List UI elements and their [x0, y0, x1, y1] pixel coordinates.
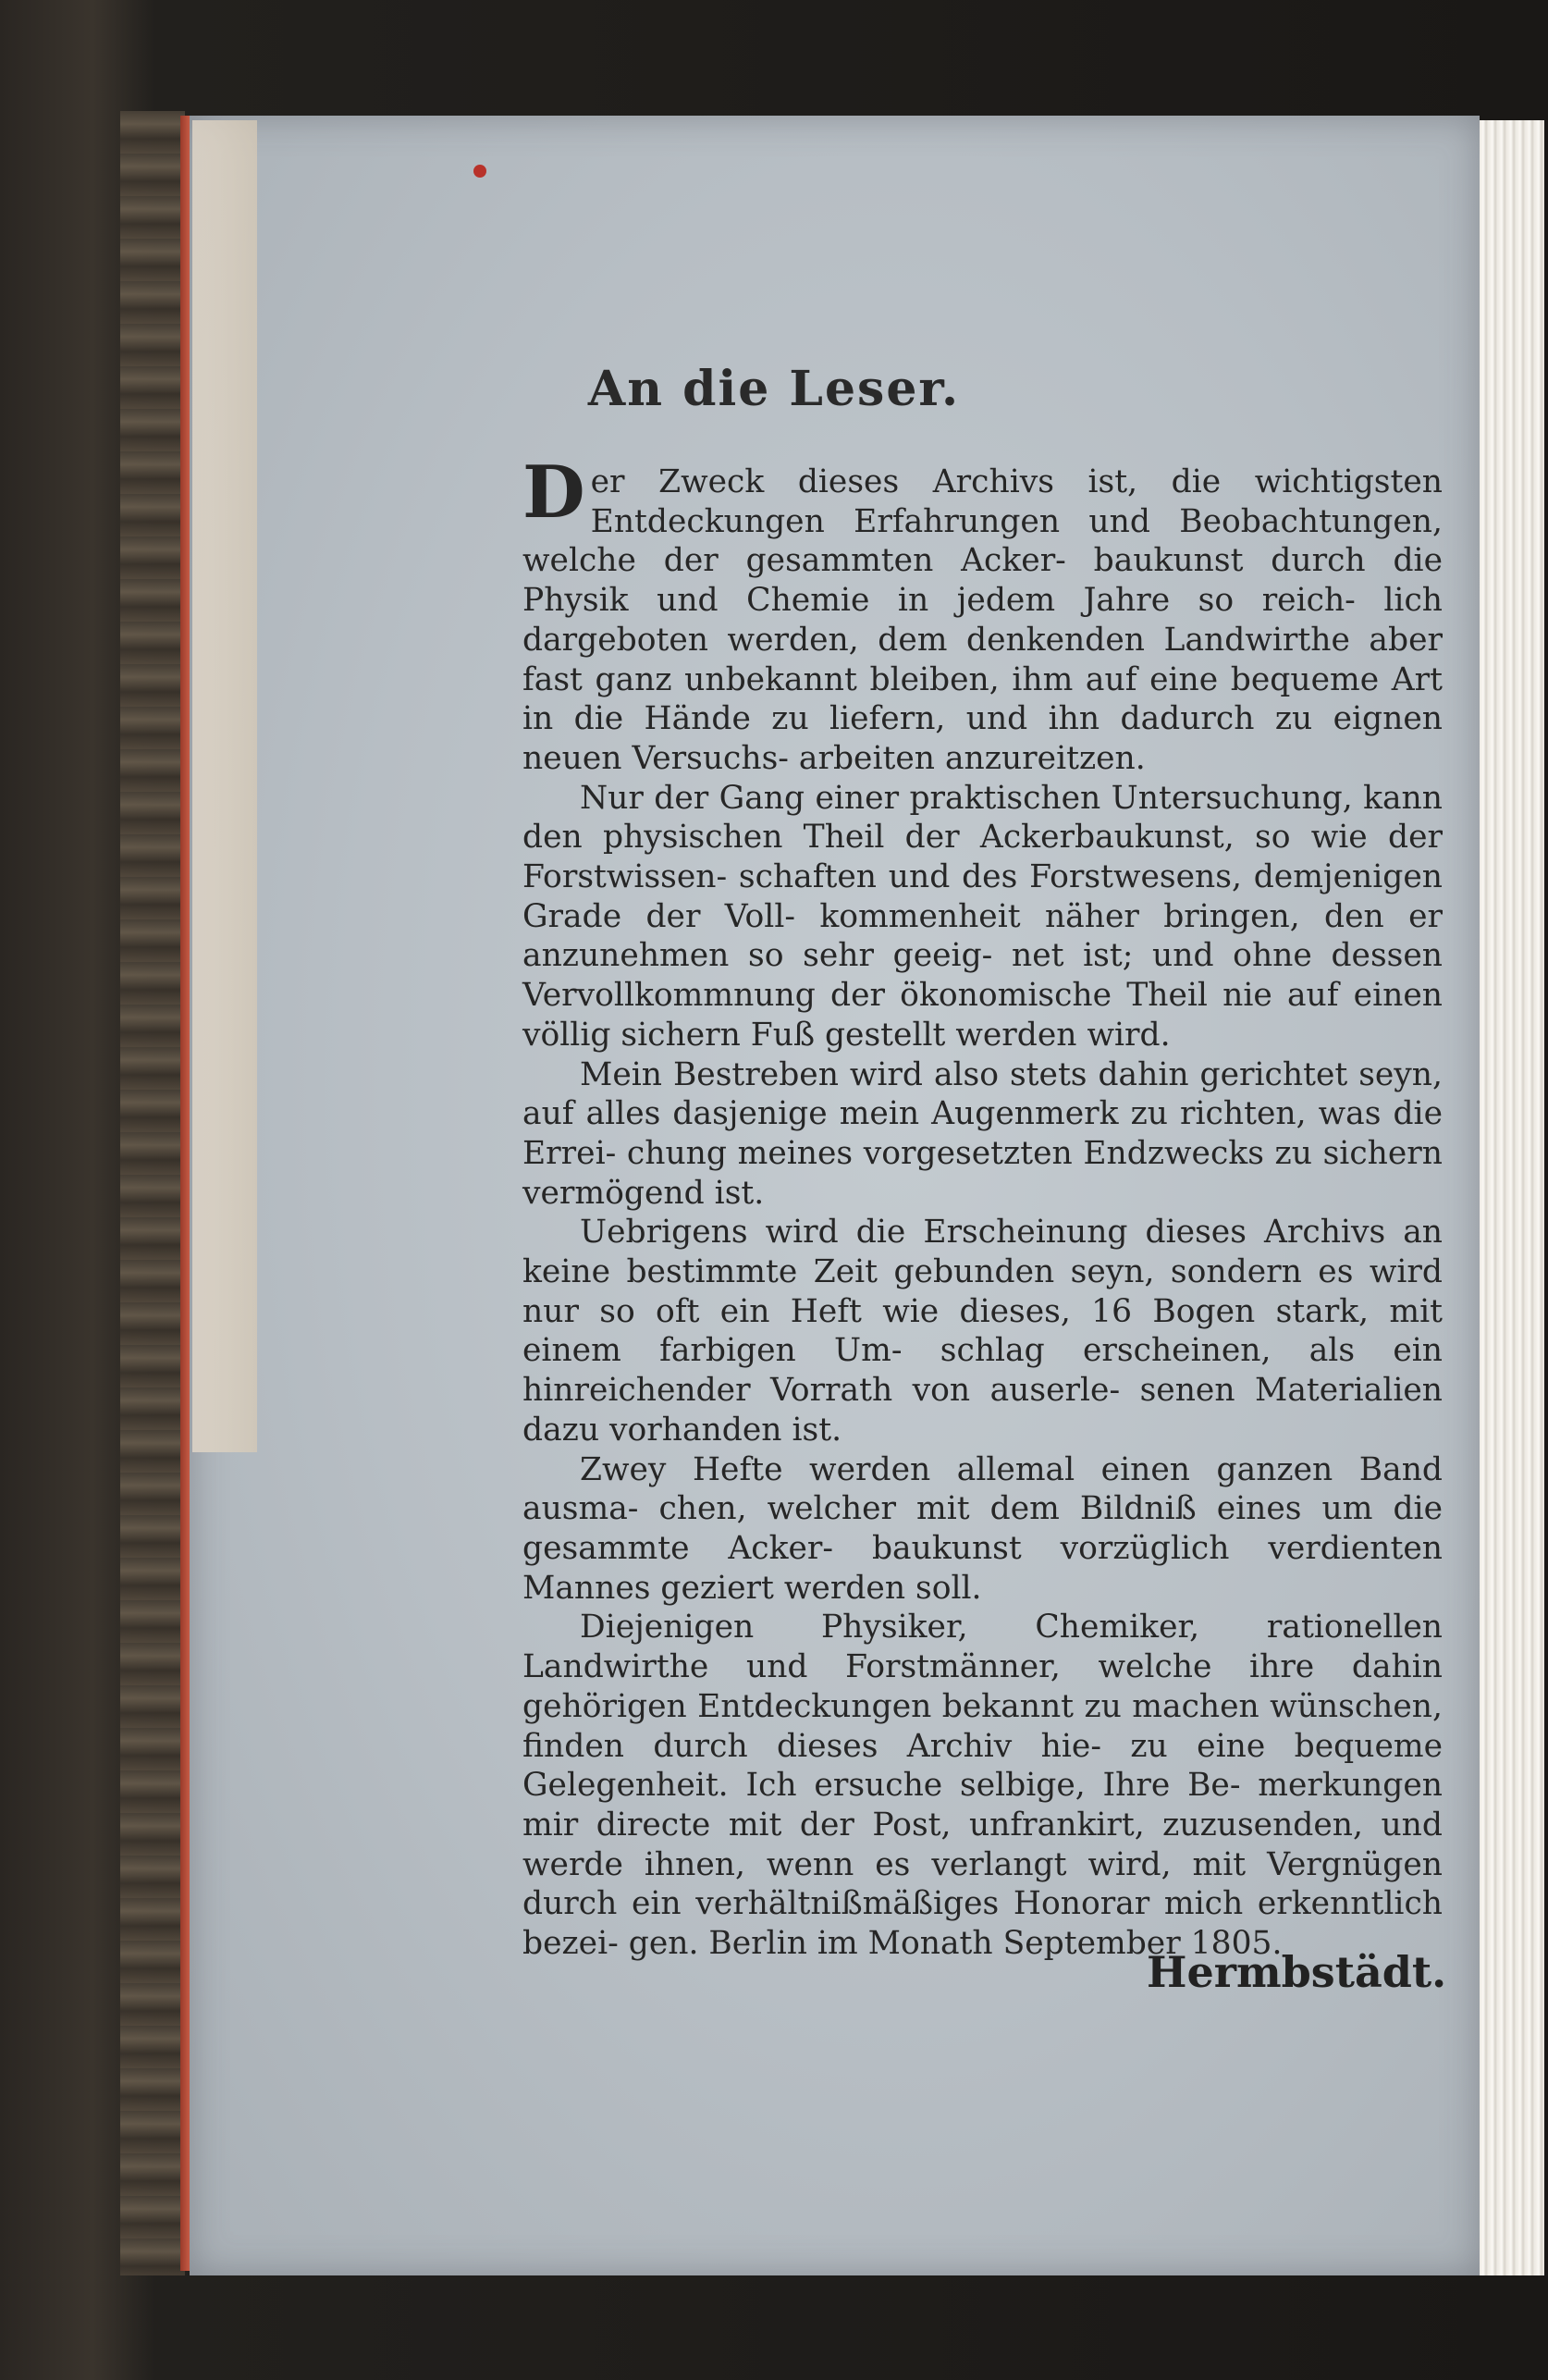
paragraph-1-text: er Zweck dieses Archivs ist, die wichtigsten Entdeckungen Erfahrungen und Beobachtungen, welche der gesammten Acker- baukunst durch die Physik und Chemie in jedem Jahre so reich- lich dargeboten werden, dem denkenden Landwirthe aber fast ganz unbekannt bleiben, ihm auf eine bequeme Art in die Hände zu liefern, und ihn dadurch zu eignen neuen Versuchs- arbeiten anzureitzen.: [522, 463, 1443, 777]
paragraph-2: Nur der Gang einer praktischen Untersuchung, kann den physischen Theil der Ackerbaukunst, so wie der Forstwissen- schaften und des Forstwesens, demjenigen Grade der Voll- kommenheit näher bringen, den er anzunehmen so sehr geeig- net ist; und ohne dessen Vervollkommnung der ökonomische Theil nie auf einen völlig sichern Fuß gestellt werden wird.: [522, 779, 1443, 1054]
preface-text: [522, 450, 1443, 1964]
page-fore-edge: [1480, 120, 1544, 2275]
paragraph-4: Uebrigens wird die Erscheinung dieses Archivs an keine bestimmte Zeit gebunden seyn, sondern es wird nur so oft ein Heft wie dieses, 16 Bogen stark, mit einem farbigen Um- schlag erscheinen, als ein hinreichender Vorrath von auserle- senen Materialien dazu vorhanden ist.: [522, 1214, 1443, 1449]
paragraph-6: Diejenigen Physiker, Chemiker, rationellen Landwirthe und Forstmänner, welche ihre dahin gehörigen Entdeckungen bekannt zu machen wünschen, finden durch dieses Archiv hie- zu eine bequeme Gelegenheit. Ich ersuche selbige, Ihre Be- merkungen mir directe mit der Post, unfrankirt, zuzusenden, und werde ihnen, wenn es verlangt wird, mit Vergnügen durch ein verhältnißmäßiges Honorar mich erkenntlich bezei- gen. Berlin im Monath September 1805.: [522, 1609, 1443, 1963]
red-ink-mark: [473, 165, 486, 178]
paragraph-5: Zwey Hefte werden allemal einen ganzen Band ausma- chen, welcher mit dem Bildniß eines um die gesammte Acker- baukunst vorzüglich verdienten Mannes geziert werden soll.: [522, 1450, 1443, 1607]
paragraph-1: [522, 450, 1443, 779]
page-flap: [192, 120, 257, 1452]
paragraph-3: Mein Bestreben wird also stets dahin gerichtet seyn, auf alles dasjenige mein Augenmerk zu richten, was die Errei- chung meines vorgesetzten Endzwecks zu sichern vermögend ist.: [522, 1055, 1443, 1212]
drop-cap: D: [522, 450, 585, 535]
book-spine: [120, 111, 185, 2275]
page-heading: An die Leser.: [587, 361, 961, 417]
author-signature: Hermbstädt.: [1147, 1947, 1447, 1997]
